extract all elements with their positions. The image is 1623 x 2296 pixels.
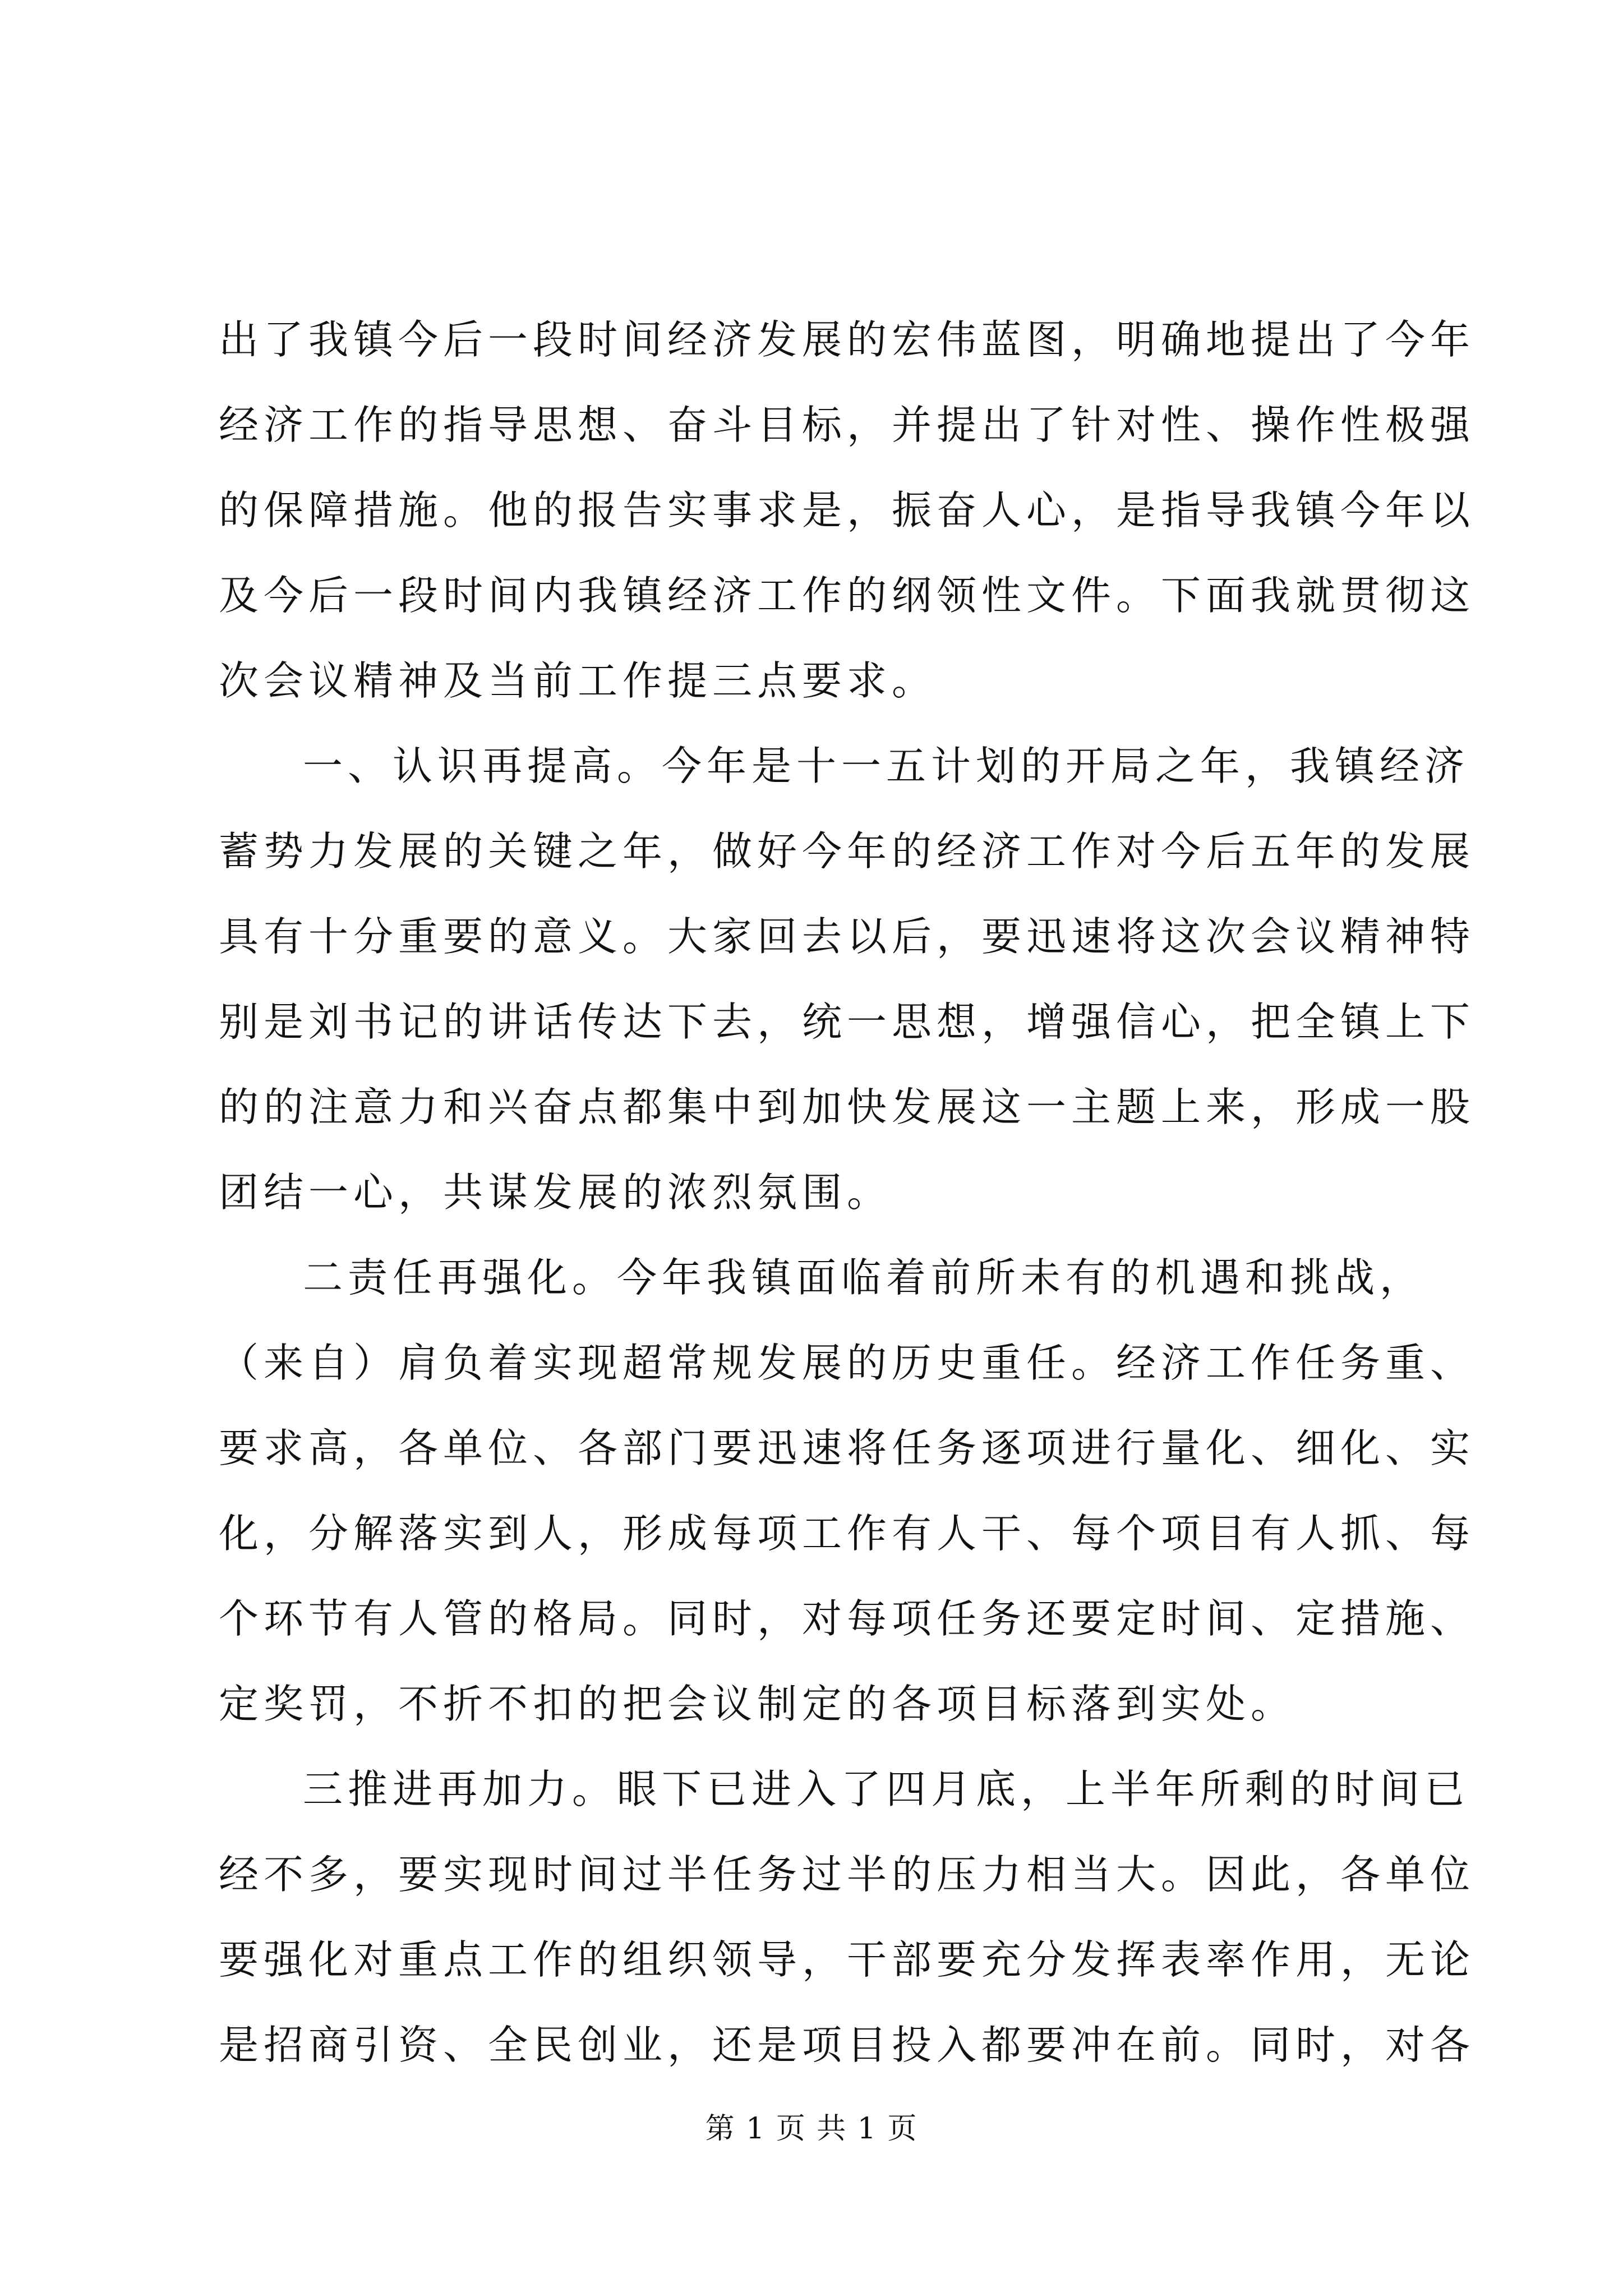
text-line: 团结一心，共谋发展的浓烈氛围。 — [219, 1169, 892, 1216]
text-line: 出了我镇今后一段时间经济发展的宏伟蓝图，明确地提出了今年 — [219, 316, 1476, 363]
text-line: 的保障措施。他的报告实事求是，振奋人心，是指导我镇今年以 — [219, 487, 1476, 533]
text-line: 个环节有人管的格局。同时，对每项任务还要定时间、定措施、 — [219, 1595, 1476, 1642]
document-body — [219, 297, 1476, 2088]
text-line: 化，分解落实到人，形成每项工作有人干、每个项目有人抓、每 — [219, 1510, 1476, 1557]
paragraph-heading-line: 二责任再强化。今年我镇面临着前所未有的机遇和挑战， — [303, 1254, 1425, 1301]
page-footer: 第 1 页 共 1 页 — [705, 2112, 918, 2146]
text-line: 要强化对重点工作的组织领导，干部要充分发挥表率作用，无论 — [219, 1936, 1476, 1983]
text-line: 及今后一段时间内我镇经济工作的纲领性文件。下面我就贯彻这 — [219, 572, 1476, 619]
text-line: 定奖罚，不折不扣的把会议制定的各项目标落到实处。 — [219, 1681, 1296, 1727]
text-line: 是招商引资、全民创业，还是项目投入都要冲在前。同时，对各 — [219, 2022, 1476, 2068]
text-line: 要求高，各单位、各部门要迅速将任务逐项进行量化、细化、实 — [219, 1425, 1476, 1471]
paragraph-heading-line: 三推进再加力。眼下已进入了四月底，上半年所剩的时间已 — [303, 1766, 1470, 1812]
paragraph-heading-line: 一、认识再提高。今年是十一五计划的开局之年，我镇经济 — [303, 743, 1470, 789]
text-line: （来自）肩负着实现超常规发展的历史重任。经济工作任务重、 — [219, 1340, 1476, 1386]
text-line: 经不多，要实现时间过半任务过半的压力相当大。因此，各单位 — [219, 1851, 1476, 1898]
text-line: 蓄势力发展的关键之年，做好今年的经济工作对今后五年的发展 — [219, 828, 1476, 875]
text-line: 具有十分重要的意义。大家回去以后，要迅速将这次会议精神特 — [219, 913, 1476, 960]
text-line: 次会议精神及当前工作提三点要求。 — [219, 657, 937, 704]
text-line: 经济工作的指导思想、奋斗目标，并提出了针对性、操作性极强 — [219, 402, 1476, 448]
text-line: 别是刘书记的讲话传达下去，统一思想，增强信心，把全镇上下 — [219, 999, 1476, 1045]
text-line: 的的注意力和兴奋点都集中到加快发展这一主题上来，形成一股 — [219, 1084, 1476, 1130]
